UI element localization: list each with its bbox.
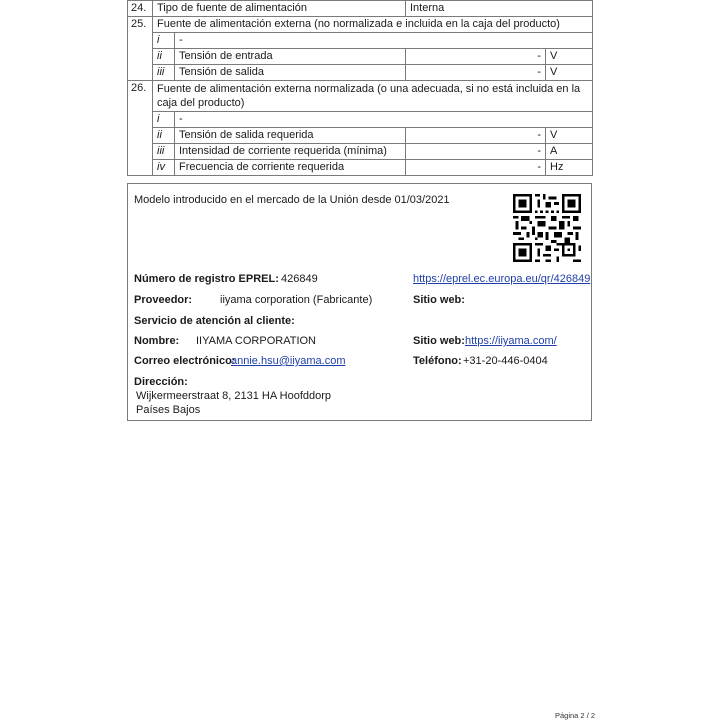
service-heading: Servicio de atención al cliente:	[134, 315, 295, 327]
table-row	[128, 33, 593, 49]
address-line-2: Países Bajos	[136, 404, 201, 416]
sub-index: iv	[153, 160, 175, 176]
sub-value: -	[406, 49, 546, 65]
service-web-label: Sitio web:	[413, 335, 465, 347]
row-number: 26.	[128, 81, 153, 176]
sub-value: -	[406, 128, 546, 144]
address-label: Dirección:	[134, 376, 188, 388]
eprel-label: Número de registro EPREL:	[134, 273, 279, 285]
address-line-1: Wijkermeerstraat 8, 2131 HA Hoofddorp	[136, 390, 332, 402]
sub-index: i	[153, 33, 175, 49]
table-row	[128, 17, 593, 33]
sub-index: ii	[153, 128, 175, 144]
row-label: Tipo de fuente de alimentación	[153, 1, 406, 17]
supplier-web-label: Sitio web:	[413, 294, 465, 306]
sub-index: i	[153, 112, 175, 128]
sub-unit: V	[546, 65, 593, 81]
sub-label: Tensión de salida requerida	[175, 128, 406, 144]
qr-code-icon[interactable]	[513, 194, 581, 262]
table-row	[128, 112, 593, 128]
row-label: Fuente de alimentación externa normalizada (o una adecuada, si no está incluida en la caja del producto)	[153, 81, 593, 112]
table-row	[128, 128, 593, 144]
email-label: Correo electrónico:	[134, 355, 236, 367]
row-value: Interna	[406, 1, 593, 17]
specification-table	[127, 0, 593, 176]
name-value: IIYAMA CORPORATION	[196, 335, 316, 347]
sub-value: -	[406, 160, 546, 176]
sub-label: Frecuencia de corriente requerida	[175, 160, 406, 176]
row-number: 25.	[128, 17, 153, 81]
table-row	[128, 49, 593, 65]
table-row	[128, 65, 593, 81]
sub-value: -	[406, 144, 546, 160]
table-row	[128, 144, 593, 160]
table-row	[128, 81, 593, 112]
row-number: 24.	[128, 1, 153, 17]
market-date-text: Modelo introducido en el mercado de la Unión desde 01/03/2021	[134, 194, 450, 206]
sub-unit: V	[546, 49, 593, 65]
sub-unit: Hz	[546, 160, 593, 176]
table-row	[128, 1, 593, 17]
supplier-value: iiyama corporation (Fabricante)	[220, 294, 373, 306]
sub-value: -	[406, 65, 546, 81]
phone-value: +31-20-446-0404	[463, 355, 548, 367]
supplier-label: Proveedor:	[134, 294, 193, 306]
sub-unit: A	[546, 144, 593, 160]
sub-label: Tensión de salida	[175, 65, 406, 81]
page-number: Página 2 / 2	[555, 711, 596, 720]
product-info-box	[127, 183, 592, 421]
email-link[interactable]: annie.hsu@iiyama.com	[231, 355, 346, 367]
phone-label: Teléfono:	[413, 355, 462, 367]
eprel-link[interactable]: https://eprel.ec.europa.eu/qr/426849	[413, 273, 591, 285]
table-row	[128, 160, 593, 176]
service-web-link[interactable]: https://iiyama.com/	[465, 335, 557, 347]
row-label: Fuente de alimentación externa (no normalizada e incluida en la caja del producto)	[153, 17, 593, 33]
sub-index: iii	[153, 65, 175, 81]
sub-label: Intensidad de corriente requerida (mínima)	[175, 144, 406, 160]
sub-index: iii	[153, 144, 175, 160]
name-label: Nombre:	[134, 335, 180, 347]
sub-label: -	[175, 112, 593, 128]
sub-label: Tensión de entrada	[175, 49, 406, 65]
eprel-number: 426849	[281, 273, 318, 285]
sub-index: ii	[153, 49, 175, 65]
sub-label: -	[175, 33, 593, 49]
sub-unit: V	[546, 128, 593, 144]
